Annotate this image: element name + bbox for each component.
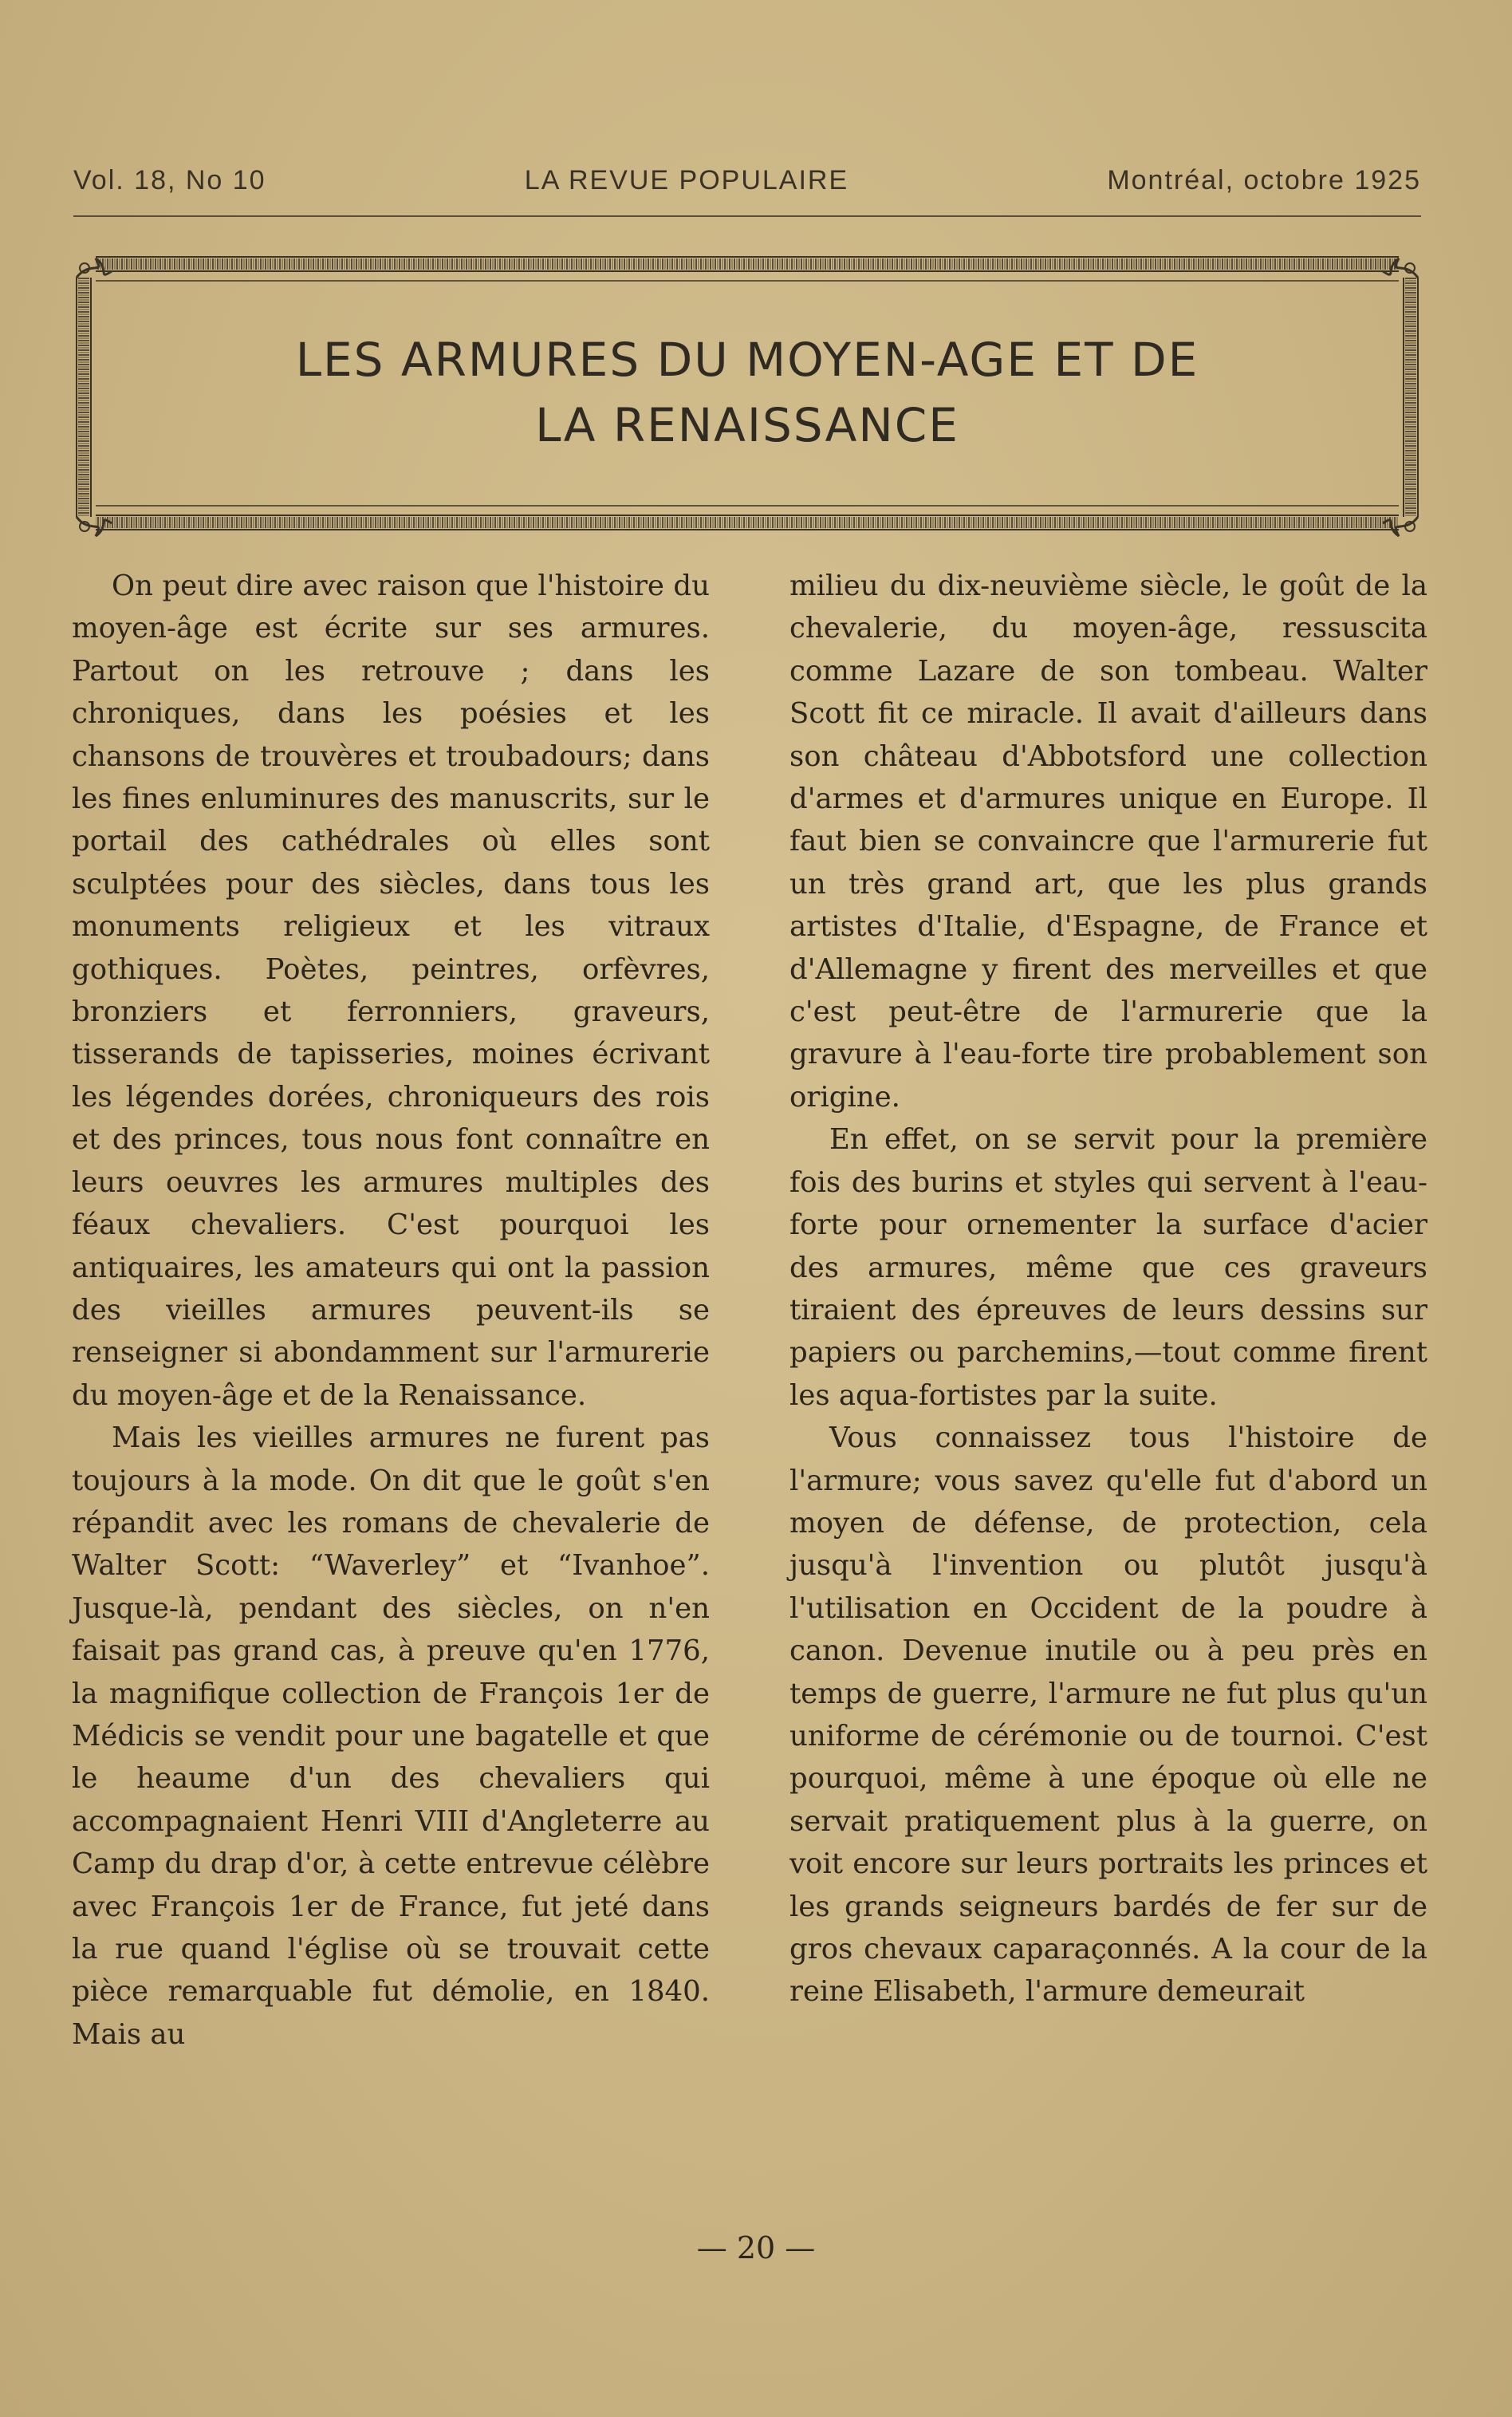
volume-number: Vol. 18, No 10 <box>73 164 266 195</box>
header-rule <box>73 215 1421 217</box>
column-left <box>72 565 710 2056</box>
article-title <box>73 327 1421 458</box>
paragraph: On peut dire avec raison que l'histoire du moyen-âge est écrite sur ses armures. Partout on les retrouve ; dans les chroniques, dans les poésies et les chansons de trouvères et troubadours; dans les fines enluminures des manuscrits, sur le portail des cathédrales où elles sont sculptées pour des siècles, dans tous les monuments religieux et les vitraux gothiques. Poètes, peintres, orfèvres, bronziers et ferronniers, graveurs, tisserands de tapisseries, moines écrivant les légendes dorées, chroniqueurs des rois et des princes, tous nous font connaître en leurs oeuvres les armures multiples des féaux chevaliers. C'est pourquoi les antiquaires, les amateurs qui ont la passion des vieilles armures peuvent-ils se renseigner si abondamment sur l'armurerie du moyen-âge et de la Renaissance. <box>72 570 710 1412</box>
paragraph: Vous connaissez tous l'histoire de l'armure; vous savez qu'elle fut d'abord un moyen de défense, de protection, cela jusqu'à l'invention ou plutôt jusqu'à l'utilisation en Occident de la poudre à canon. Devenue inutile ou à peu près en temps de guerre, l'armure ne fut plus qu'un uniforme de cérémonie ou de tournoi. C'est pourquoi, même à une époque où elle ne servait pratiquement plus à la guerre, on voit encore sur leurs portraits les princes et les grands seigneurs bardés de fer sur de gros chevaux caparaçonnés. A la cour de la reine Elisabeth, l'armure demeurait <box>789 1421 1427 2009</box>
paragraph: milieu du dix-neuvième siècle, le goût de la chevalerie, du moyen-âge, ressuscita comme Lazare de son tombeau. Walter Scott fit ce miracle. Il avait d'ailleurs dans son château d'Abbotsford une collection d'armes et d'armures unique en Europe. Il faut bien se convaincre que l'armurerie fut un très grand art, que les plus grands artistes d'Italie, d'Espagne, de France et d'Allemagne y firent des merveilles et que c'est peut-être de l'armurerie que la gravure à l'eau-forte tire probablement son origine. <box>789 570 1427 1114</box>
article-body <box>72 565 1427 2056</box>
journal-name: LA REVUE POPULAIRE <box>524 164 849 195</box>
title-frame <box>73 254 1421 541</box>
paragraph: En effet, on se servit pour la première fois des burins et styles qui servent à l'eau-forte pour ornementer la surface d'acier des armures, même que ces graveurs tiraient des épreuves de leurs dessins sur papiers ou parchemins,—tout comme firent les aqua-fortistes par la suite. <box>789 1123 1427 1412</box>
column-right <box>789 565 1427 2056</box>
page-number: — 20 — <box>696 2230 816 2265</box>
paragraph: Mais les vieilles armures ne furent pas toujours à la mode. On dit que le goût s'en répandit avec les romans de chevalerie de Walter Scott: “Waverley” et “Ivanhoe”. Jusque-là, pendant des siècles, on n'en faisait pas grand cas, à preuve qu'en 1776, la magnifique collection de François 1er de Médicis se vendit pour une bagatelle et que le heaume d'un des chevaliers qui accompagnaient Henri VIII d'Angleterre au Camp du drap d'or, à cette entrevue célèbre avec François 1er de France, fut jeté dans la rue quand l'église où se trouvait cette pièce remarquable fut démolie, en 1840. Mais au <box>72 1421 710 2051</box>
article-title-line-1: LES ARMURES DU MOYEN-AGE ET DE <box>295 333 1199 387</box>
dateline: Montréal, octobre 1925 <box>1107 164 1421 195</box>
article-title-line-2: LA RENAISSANCE <box>535 398 959 452</box>
running-header <box>73 156 1421 204</box>
